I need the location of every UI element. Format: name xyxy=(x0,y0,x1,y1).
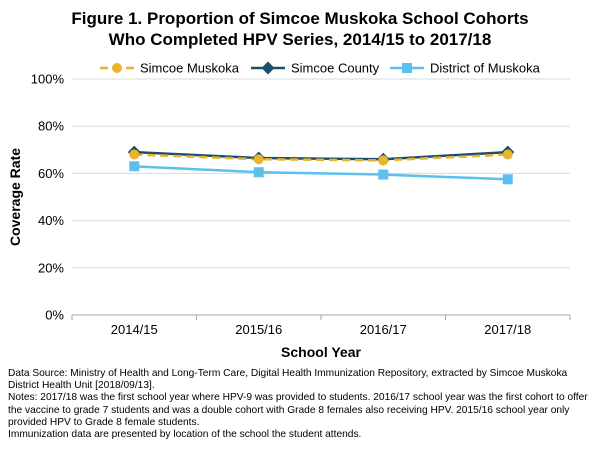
data-point-simcoe-muskoka xyxy=(378,155,388,165)
legend-marker xyxy=(112,63,122,73)
chart-footnotes xyxy=(8,368,596,441)
x-tick-label: 2014/15 xyxy=(110,322,158,337)
legend-label: Simcoe County xyxy=(291,60,380,76)
data-point-district-of-muskoka xyxy=(378,170,388,180)
y-tick-label: 80% xyxy=(37,118,64,134)
x-tick-label: 2017/18 xyxy=(484,322,532,337)
data-point-district-of-muskoka xyxy=(503,174,513,184)
data-point-simcoe-muskoka xyxy=(254,154,264,164)
data-source-note: Data Source: Ministry of Health and Long-Term Care, Digital Health Immunization Repository, extracted by Simcoe Muskoka District Health Unit [2018/09/13]. xyxy=(8,368,568,392)
y-tick-label: 20% xyxy=(37,260,64,276)
legend-marker xyxy=(402,63,412,73)
y-tick-label: 100% xyxy=(30,71,64,87)
data-point-simcoe-muskoka xyxy=(129,150,139,160)
legend-marker xyxy=(262,62,275,75)
y-axis-title: Coverage Rate xyxy=(7,147,23,247)
chart-title-line-2: Who Completed HPV Series, 2014/15 to 2017/18 xyxy=(108,30,492,49)
chart-title-line-1: Figure 1. Proportion of Simcoe Muskoka School Cohorts xyxy=(71,9,529,28)
data-point-district-of-muskoka xyxy=(129,161,139,171)
notes-text: Notes: 2017/18 was the first school year where HPV-9 was provided to students. 2016/17 school year was the first cohort to offer the vaccine to grade 7 students and was a double cohort with Grade 8 females also receiving HPV. 2015/16 school year only provided HPV to Grade 8 female students. xyxy=(8,392,588,428)
legend-label: District of Muskoka xyxy=(430,60,540,76)
data-point-district-of-muskoka xyxy=(254,167,264,177)
series-line-district-of-muskoka xyxy=(134,166,508,179)
y-tick-label: 0% xyxy=(45,307,64,323)
x-axis-title: School Year xyxy=(281,344,361,360)
immunization-note: Immunization data are presented by location of the school the student attends. xyxy=(8,429,362,441)
legend-label: Simcoe Muskoka xyxy=(140,60,239,76)
x-tick-label: 2016/17 xyxy=(359,322,407,337)
line-chart xyxy=(0,52,600,366)
chart-title xyxy=(0,8,600,50)
data-point-simcoe-muskoka xyxy=(503,150,513,160)
y-tick-label: 60% xyxy=(37,165,64,181)
y-tick-label: 40% xyxy=(37,213,64,229)
x-tick-label: 2015/16 xyxy=(235,322,283,337)
